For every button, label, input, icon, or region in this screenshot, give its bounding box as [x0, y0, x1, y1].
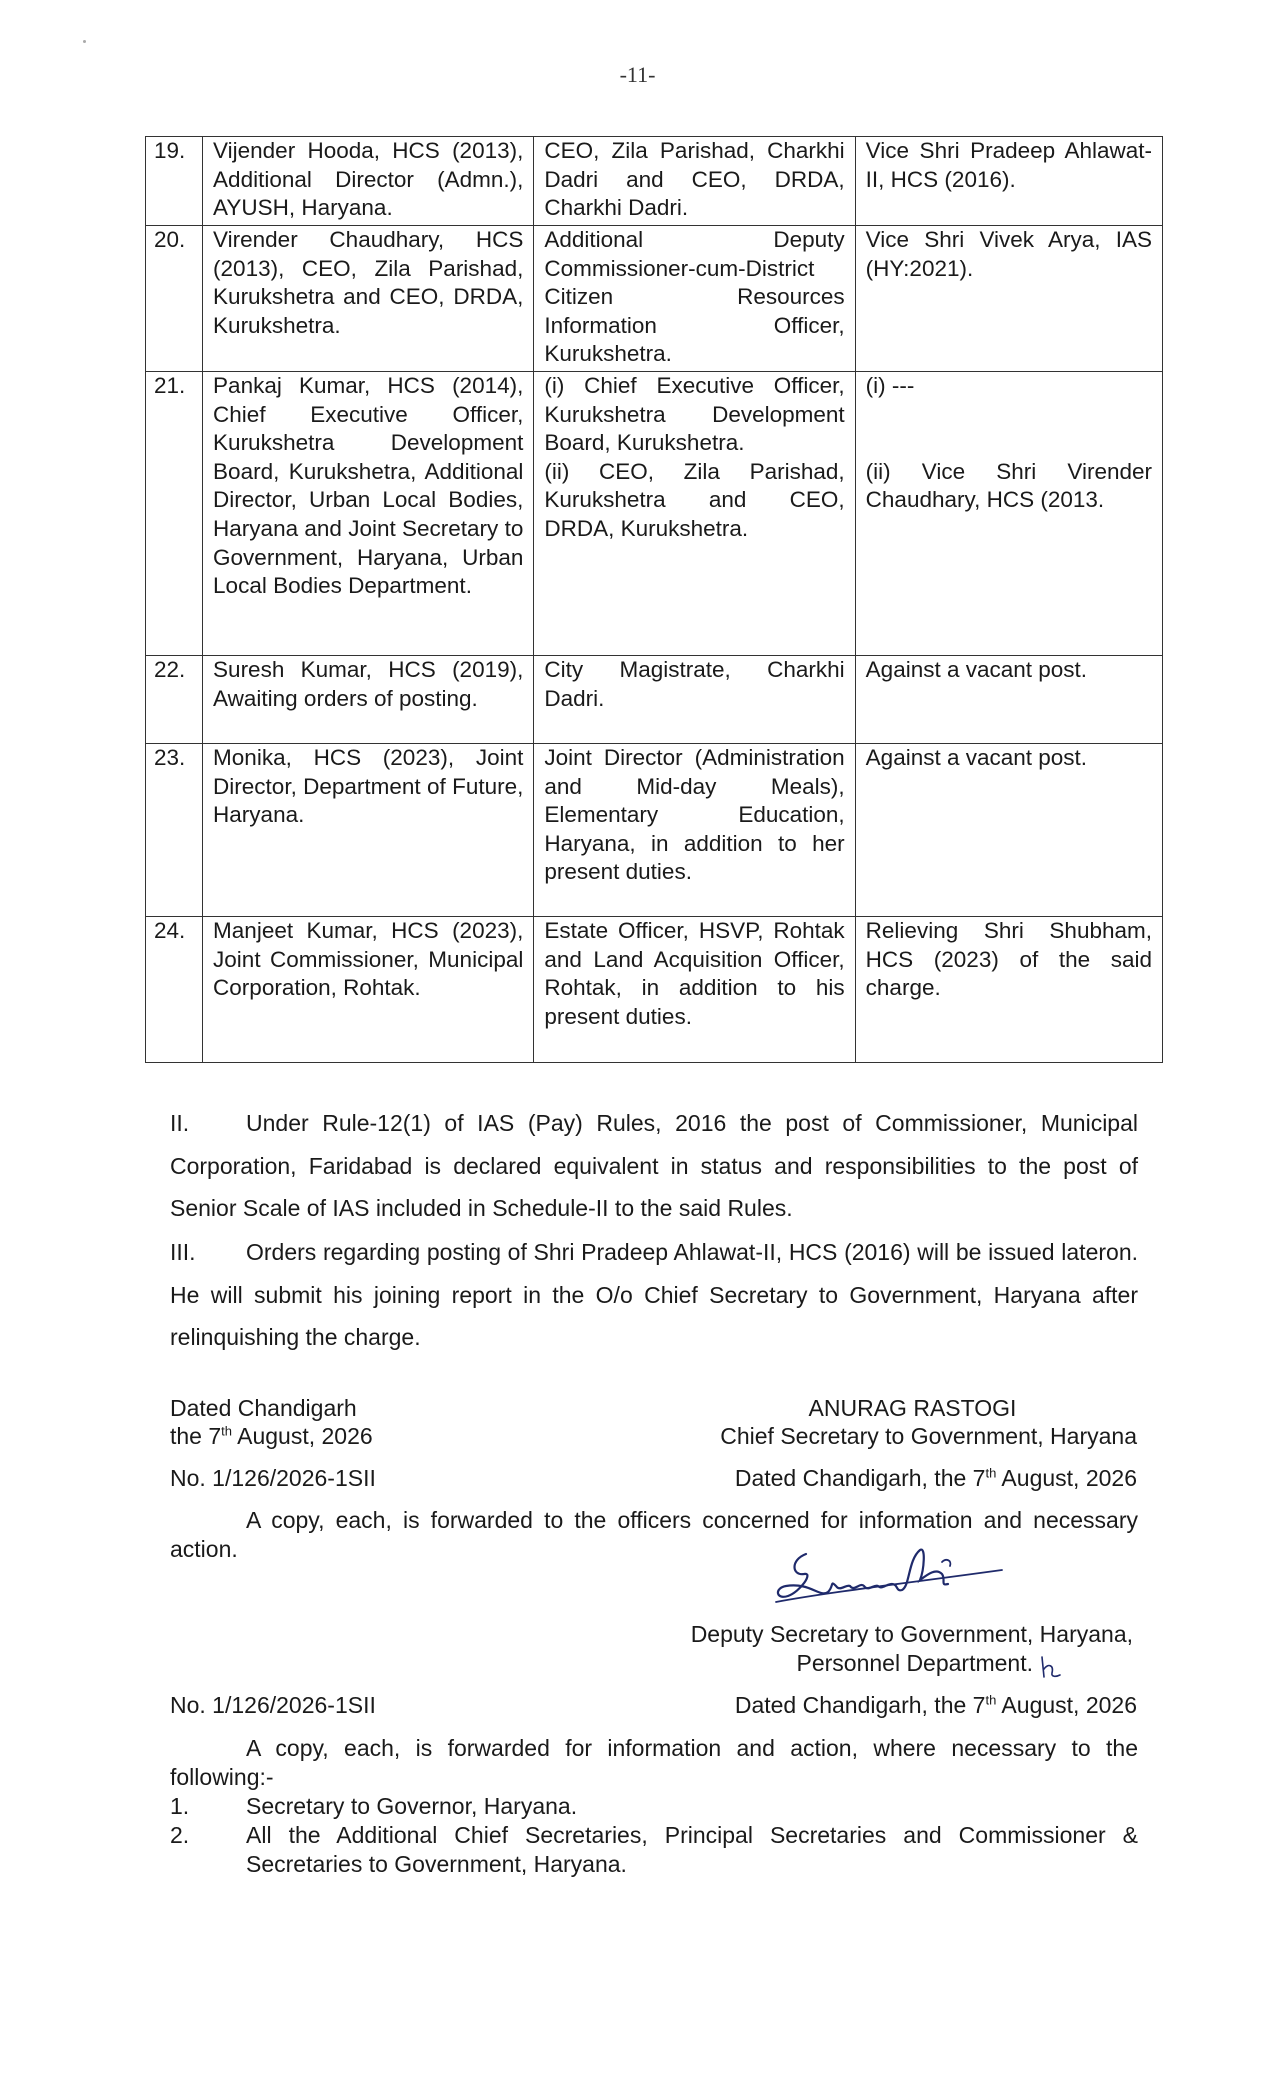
officer-cell: Suresh Kumar, HCS (2019), Awaiting orders of posting.: [203, 656, 534, 744]
remarks-cell: Vice Shri Pradeep Ahlawat-II, HCS (2016).: [855, 137, 1162, 226]
initial-mark: [1036, 1653, 1066, 1683]
posted-as-cell: Additional Deputy Commissioner-cum-District Citizen Resources Information Officer, Kurukshetra.: [534, 226, 855, 372]
paragraph-text: Under Rule-12(1) of IAS (Pay) Rules, 2016 the post of Commissioner, Municipal Corporation, Faridabad is declared equivalent in status and responsibilities to the post of Senior Scale of IAS included in Schedule-II to the said Rules.: [170, 1110, 1138, 1221]
table-row: [146, 226, 1163, 372]
forwarding-text: A copy, each, is forwarded for information and action, where necessary to the following:-: [170, 1735, 1138, 1790]
table-row: [146, 372, 1163, 656]
endorsement-number: No. 1/126/2026-1SII: [170, 1465, 376, 1491]
signature-image: [770, 1540, 1010, 1620]
dated-place: Dated Chandigarh: [170, 1395, 357, 1421]
paragraph-iii: [170, 1231, 1138, 1359]
officer-cell: Monika, HCS (2023), Joint Director, Department of Future, Haryana.: [203, 744, 534, 917]
posted-as-cell: City Magistrate, Charkhi Dadri.: [534, 656, 855, 744]
serial-number: 24.: [146, 917, 203, 1063]
list-text: Secretary to Governor, Haryana.: [246, 1793, 578, 1819]
forwarding-note: [170, 1734, 1138, 1791]
department-name: Personnel Department.: [796, 1650, 1033, 1676]
table-row: [146, 744, 1163, 917]
posted-as-cell: Estate Officer, HSVP, Rohtak and Land Acquisition Officer, Rohtak, in addition to his present duties.: [534, 917, 855, 1063]
posted-as-item: (i) Chief Executive Officer, Kurukshetra Development Board, Kurukshetra.: [544, 373, 845, 456]
forwarding-text: A copy, each, is forwarded to the officers concerned for information and necessary action.: [170, 1507, 1138, 1562]
paragraph-number: III.: [170, 1239, 196, 1265]
serial-number: 23.: [146, 744, 203, 917]
paragraph-text: Orders regarding posting of Shri Pradeep Ahlawat-II, HCS (2016) will be issued lateron. He will submit his joining report in the O/o Chief Secretary to Government, Haryana after relinquishing the charge.: [170, 1239, 1138, 1350]
remarks-cell: Against a vacant post.: [855, 656, 1162, 744]
list-item: [170, 1821, 1138, 1879]
remarks-cell: Vice Shri Vivek Arya, IAS (HY:2021).: [855, 226, 1162, 372]
officer-cell: Manjeet Kumar, HCS (2023), Joint Commissioner, Municipal Corporation, Rohtak.: [203, 917, 534, 1063]
table-row: [146, 917, 1163, 1063]
remarks-cell: [855, 372, 1162, 656]
order-date: the 7th August, 2026: [170, 1423, 373, 1449]
remarks-item: (ii) Vice Shri Virender Chaudhary, HCS (2013.: [865, 458, 1152, 513]
serial-number: 20.: [146, 226, 203, 372]
posted-as-cell: CEO, Zila Parishad, Charkhi Dadri and CEO, DRDA, Charkhi Dadri.: [534, 137, 855, 226]
list-text: All the Additional Chief Secretaries, Principal Secretaries and Commissioner & Secretaries to Government, Haryana.: [246, 1822, 1138, 1877]
spacer: [866, 401, 1152, 430]
scan-mark: [83, 40, 86, 43]
list-number: 2.: [170, 1822, 190, 1848]
remarks-cell: Against a vacant post.: [855, 744, 1162, 917]
posted-as-item: (ii) CEO, Zila Parishad, Kurukshetra and CEO, DRDA, Kurukshetra.: [544, 458, 845, 541]
page-number: -11-: [619, 62, 656, 87]
serial-number: 22.: [146, 656, 203, 744]
remarks-cell: Relieving Shri Shubham, HCS (2023) of the said charge.: [855, 917, 1162, 1063]
endorsement-date: Dated Chandigarh, the 7th August, 2026: [734, 1465, 1137, 1491]
postings-table: [145, 136, 1163, 1063]
officer-cell: Virender Chaudhary, HCS (2013), CEO, Zila Parishad, Kurukshetra and CEO, DRDA, Kurukshetra.: [203, 226, 534, 372]
serial-number: 21.: [146, 372, 203, 656]
serial-number: 19.: [146, 137, 203, 226]
officer-cell: Pankaj Kumar, HCS (2014), Chief Executive Officer, Kurukshetra Development Board, Kurukshetra, Additional Director, Urban Local Bodies, Haryana and Joint Secretary to Government, Haryana, Urban Local Bodies Department.: [203, 372, 534, 656]
officer-cell: Vijender Hooda, HCS (2013), Additional Director (Admn.), AYUSH, Haryana.: [203, 137, 534, 226]
signatory-title: Chief Secretary to Government, Haryana: [720, 1423, 1137, 1449]
endorsement-number: No. 1/126/2026-1SII: [170, 1692, 376, 1718]
list-item: [170, 1792, 1138, 1821]
endorsement-date: Dated Chandigarh, the 7th August, 2026: [734, 1692, 1137, 1718]
paragraph-ii: [170, 1102, 1138, 1230]
posted-as-cell: Joint Director (Administration and Mid-day Meals), Elementary Education, Haryana, in addition to her present duties.: [534, 744, 855, 917]
deputy-secretary-title: Deputy Secretary to Government, Haryana,: [690, 1621, 1133, 1647]
list-number: 1.: [170, 1793, 190, 1819]
paragraph-number: II.: [170, 1110, 190, 1136]
posted-as-cell: [534, 372, 855, 656]
remarks-item: (i) ---: [865, 373, 915, 398]
table-row: [146, 656, 1163, 744]
signatory-name: ANURAG RASTOGI: [808, 1395, 1017, 1421]
table-row: [146, 137, 1163, 226]
spacer: [866, 429, 1152, 458]
